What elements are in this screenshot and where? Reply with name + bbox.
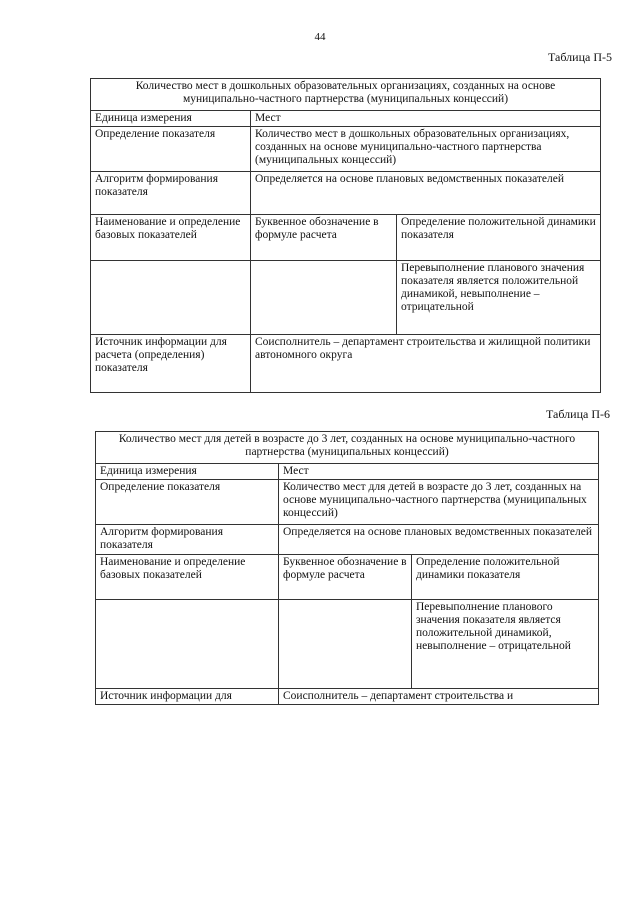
empty-cell — [91, 261, 251, 335]
base-names-label: Наименование и определение базовых показателей — [96, 555, 279, 600]
algorithm-value: Определяется на основе плановых ведомственных показателей — [279, 525, 599, 555]
definition-label: Определение показателя — [91, 127, 251, 172]
unit-label: Единица измерения — [96, 464, 279, 480]
empty-cell — [251, 261, 397, 335]
positive-dynamics-value: Перевыполнение планового значения показателя является положительной динамикой, невыполнение – отрицательной — [397, 261, 601, 335]
algorithm-label: Алгоритм формирования показателя — [96, 525, 279, 555]
source-value: Соисполнитель – департамент строительства и — [279, 689, 599, 705]
positive-dynamics-label: Определение положительной динамики показателя — [397, 215, 601, 261]
unit-value: Мест — [279, 464, 599, 480]
algorithm-label: Алгоритм формирования показателя — [91, 172, 251, 215]
definition-value: Количество мест в дошкольных образовательных организациях, созданных на основе муниципально-частного партнерства (муниципальных концессий) — [251, 127, 601, 172]
indicator-table-p6 — [95, 431, 599, 705]
positive-dynamics-value: Перевыполнение планового значения показателя является положительной динамикой, невыполнение – отрицательной — [412, 600, 599, 689]
empty-cell — [279, 600, 412, 689]
unit-value: Мест — [251, 111, 601, 127]
algorithm-value: Определяется на основе плановых ведомственных показателей — [251, 172, 601, 215]
source-value: Соисполнитель – департамент строительства и жилищной политики автономного округа — [251, 335, 601, 393]
table-caption-p5: Таблица П-5 — [548, 50, 612, 64]
definition-value: Количество мест для детей в возрасте до 3 лет, созданных на основе муниципально-частного партнерства (муниципальных концессий) — [279, 480, 599, 525]
unit-label: Единица измерения — [91, 111, 251, 127]
indicator-table-p5 — [90, 78, 601, 393]
table-caption-p6: Таблица П-6 — [546, 407, 610, 421]
letter-label: Буквенное обозначение в формуле расчета — [251, 215, 397, 261]
table-title: Количество мест для детей в возрасте до 3 лет, созданных на основе муниципально-частного партнерства (муниципальных концессий) — [96, 432, 599, 464]
base-names-label: Наименование и определение базовых показателей — [91, 215, 251, 261]
table-title: Количество мест в дошкольных образовательных организациях, созданных на основе муниципально-частного партнерства (муниципальных концессий) — [91, 79, 601, 111]
empty-cell — [96, 600, 279, 689]
definition-label: Определение показателя — [96, 480, 279, 525]
source-label: Источник информации для расчета (определения) показателя — [91, 335, 251, 393]
page-number: 44 — [314, 31, 326, 43]
positive-dynamics-label: Определение положительной динамики показателя — [412, 555, 599, 600]
letter-label: Буквенное обозначение в формуле расчета — [279, 555, 412, 600]
source-label: Источник информации для — [96, 689, 279, 705]
